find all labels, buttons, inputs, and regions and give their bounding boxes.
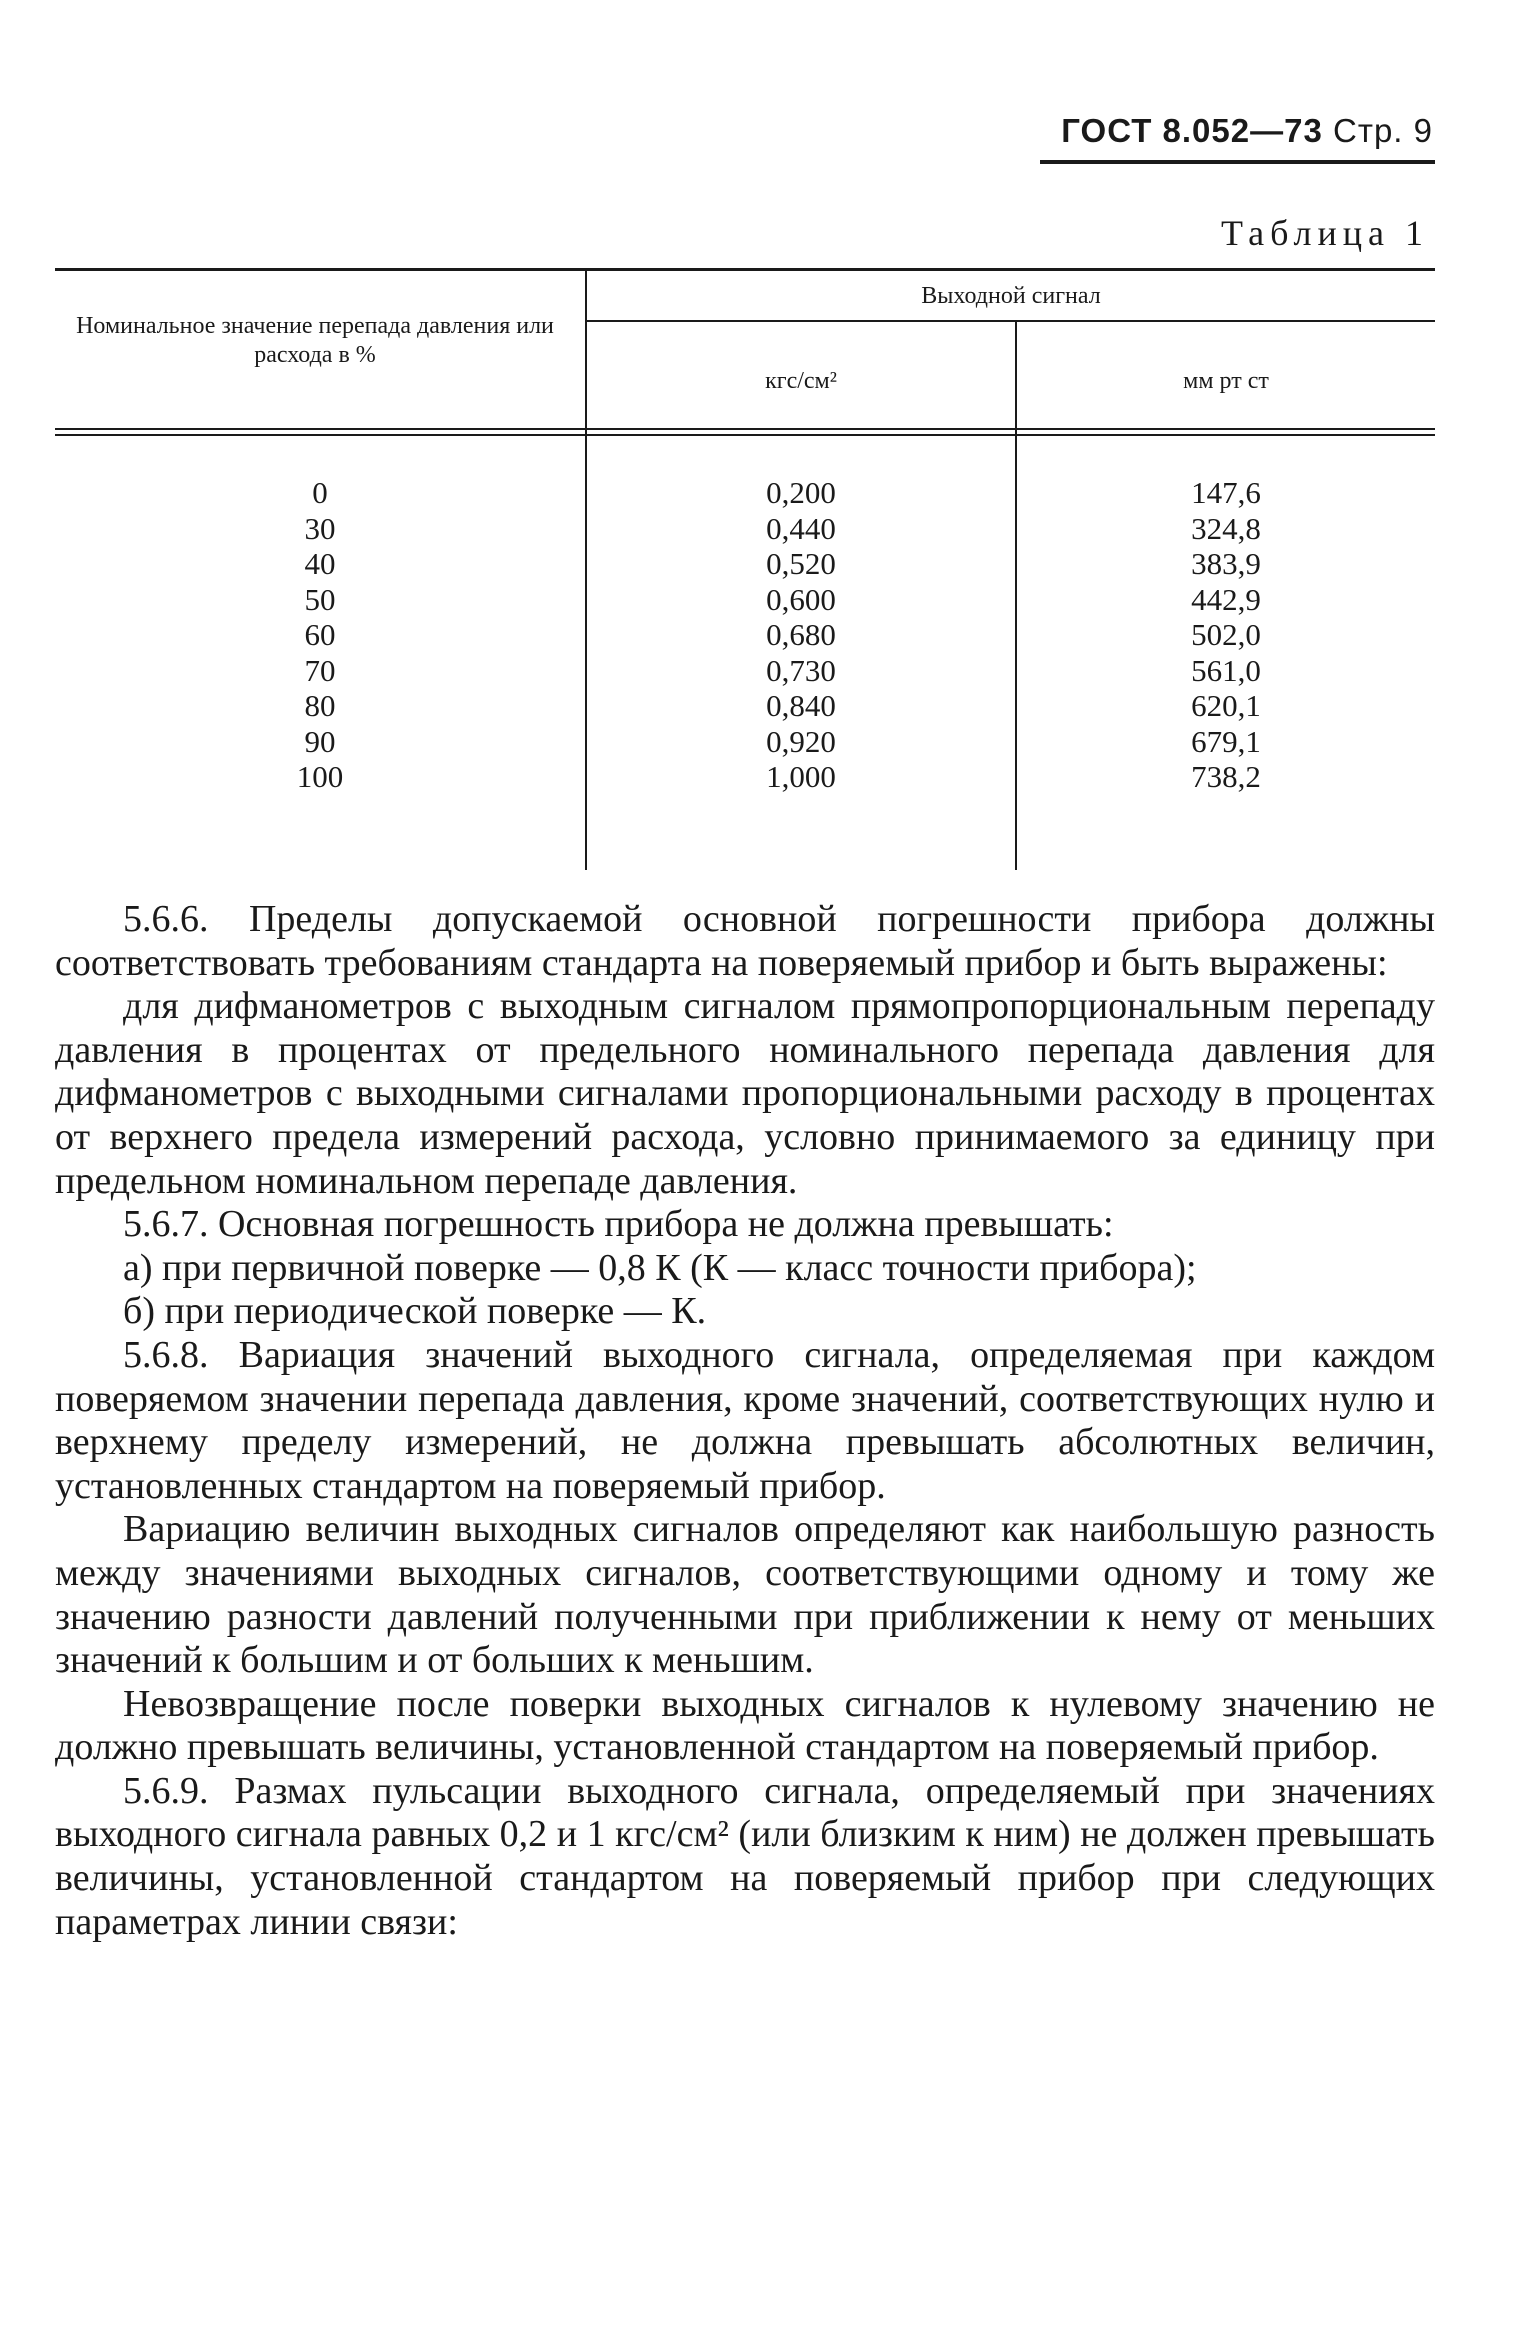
group-header: Выходной сигнал (921, 283, 1101, 309)
data-table (55, 260, 1435, 870)
body-text (55, 898, 1435, 1944)
standard-code: ГОСТ 8.052—73 (1061, 112, 1323, 149)
col2-values: 0,200 0,440 0,520 0,600 0,680 0,730 0,840 0,920 1,000 (766, 475, 836, 794)
paragraph-non-return: Невозвращение после поверки выходных сигналов к нулевому значению не должно превышать величины, установленной стандартом на поверяемый прибор. (55, 1682, 1435, 1769)
col1-header: Номинальное значение перепада давления или расхода в % (76, 313, 554, 368)
paragraph-5-6-9: 5.6.9. Размах пульсации выходного сигнала, определяемый при значениях выходного сигнала равных 0,2 и 1 кгс/см² (или близким к ним) не должен превышать величины, установленной стандартом на поверяемый прибор при следующих параметрах линии связи: (55, 1769, 1435, 1943)
item-a: а) при первичной поверке — 0,8 К (К — класс точности прибора); (123, 1246, 1197, 1289)
header-bottom-rule-1 (55, 428, 1435, 430)
page-header (1061, 112, 1433, 150)
paragraph-dp-definition: для дифманометров с выходным сигналом прямопропорциональным перепаду давления в процентах от предельного номинального перепада давления для дифманометров с выходными сигналами пропорциональными расходу в процентах от верхнего предела измерений расхода, условно принимаемого за единицу при предельном номинальном перепаде давления. (55, 985, 1435, 1202)
paragraph-5-6-6: 5.6.6. Пределы допускаемой основной погрешности прибора должны соответствовать требованиям стандарта на поверяемый прибор и быть выражены: (55, 898, 1435, 984)
col3-header: мм рт ст (1183, 368, 1269, 394)
paragraph-5-6-8: 5.6.8. Вариация значений выходного сигнала, определяемая при каждом поверяемом значении перепада давления, кроме значений, соответствующих нулю и верхнему пределу измерений, не должна превышать абсолютных величин, установленных стандартом на поверяемый прибор. (55, 1333, 1435, 1507)
header-bottom-rule-2 (55, 434, 1435, 436)
table-caption: Таблица 1 (1221, 213, 1429, 253)
group-header-rule (585, 320, 1435, 322)
col3-values: 147,6 324,8 383,9 442,9 502,0 561,0 620,1 679,1 738,2 (1191, 475, 1261, 794)
table-top-rule (55, 268, 1435, 271)
col2-header: кгс/см² (765, 368, 837, 394)
page-number: Стр. 9 (1333, 112, 1433, 149)
col1-values: 0 30 40 50 60 70 80 90 100 (296, 475, 344, 794)
header-rule (1040, 160, 1435, 164)
item-b: б) при периодической поверке — К. (123, 1290, 707, 1333)
paragraph-5-6-7: 5.6.7. Основная погрешность прибора не должна превышать: (123, 1203, 1114, 1246)
paragraph-variation: Вариацию величин выходных сигналов определяют как наибольшую разность между значениями выходных сигналов, соответствующими одному и тому же значению разности давлений полученными при приближении к нему от меньших значений к большим и от больших к меньшим. (55, 1508, 1435, 1682)
